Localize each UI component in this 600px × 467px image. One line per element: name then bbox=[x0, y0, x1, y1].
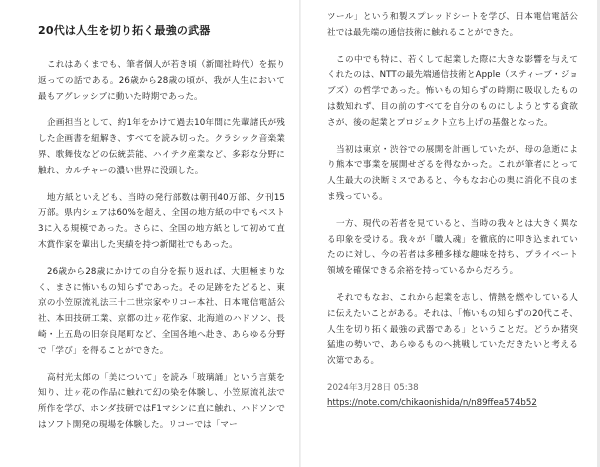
left-page bbox=[0, 0, 299, 467]
paragraph: 当初は東京・渋谷での展開を計画していたが、母の急逝により熊本で事業を展開せざるを得なかった。これが筆者にとって人生最大の決断ミスであると、今もなお心の奥に消化不良のまま残っている。 bbox=[327, 144, 578, 202]
paragraph: 26歳から28歳にかけての自分を振り返れば、大胆極まりなく、まさに怖いもの知らずであった。その足跡をたどると、東京の小笠原流礼法三十二世宗家やリコー本社、日本電信電話公社、本田技研工業、京都の辻ヶ花作家、北海道のハドソン、長崎・上五島の旧奈良尾町など、全国各地へ赴き、あらゆる分野で「学び」を得ることができた。 bbox=[38, 266, 285, 356]
article-title: 20代は人生を切り拓く最強の武器 bbox=[38, 24, 211, 37]
article-url-link[interactable]: https://note.com/chikaonishida/n/n89ffea574b52 bbox=[327, 397, 537, 408]
paragraph: 企画担当として、約1年をかけて過去10年間に先輩諸氏が残した企画書を紐解き、すべてを読み切った。クラシック音楽業界、歌舞伎などの伝統芸能、ハイテク産業など、多彩な分野に触れ、カルチャーの濃い世界に没頭した。 bbox=[38, 118, 285, 176]
paragraph: 地方紙といえども、当時の発行部数は朝刊40万部、夕刊15万部。県内シェアは60%を超え、全国の地方紙の中でもベスト3に入る規模であった。さらに、全国の地方紙として初めて直木賞作家を輩出した実績を持つ新聞社でもあった。 bbox=[38, 192, 285, 250]
paragraph: 高村光太郎の「美について」を読み「玻璃誦」という言葉を知り、辻ヶ花の作品に触れて幻の染を体験し、小笠原流礼法で所作を学び、ホンダ技研ではF1マシンに直に触れ、ハドソンではソフト開発の現場を体験した。リコーでは「マー bbox=[38, 372, 285, 430]
paragraph: 一方、現代の若者を見ていると、当時の我々とは大きく異なる印象を受ける。我々が「職人魂」を徹底的に叩き込まれていたのに対し、今の若者は多種多様な趣味を持ち、プライベート領域を確保できる余裕を持っているからだろう。 bbox=[327, 218, 578, 277]
paragraph: この中でも特に、若くして起業した際に大きな影響を与えてくれたのは、NTTの最先端通信技術とApple（スティーブ・ジョブズ）の哲学であった。怖いもの知らずの時期に吸収したものは数知れず、目の前のすべてを自分のものにしようとする貪欲さが、後の起業とプロジェクト立ち上げの基盤となった。 bbox=[327, 54, 578, 128]
paragraph: それでもなお、これから起業を志し、情熱を燃やしている人に伝えたいことがある。それは、「怖いもの知らずの20代こそ、人生を切り拓く最強の武器である」ということだ。どうか猪突猛進の勢いで、あらゆるものへ挑戦していただきたいと考える次第である。 bbox=[327, 292, 578, 367]
paragraph: ツール」という和製スプレッドシートを学び、日本電信電話公社では最先端の通信技術に触れることができた。 bbox=[327, 12, 578, 38]
paragraph: これはあくまでも、筆者個人が若き頃（新聞社時代）を振り返っての話である。26歳から28歳の頃が、我が人生において最もアグレッシブに動いた時期であった。 bbox=[38, 60, 285, 102]
right-page bbox=[301, 0, 600, 467]
post-date: 2024年3月28日 05:38 bbox=[327, 382, 419, 393]
